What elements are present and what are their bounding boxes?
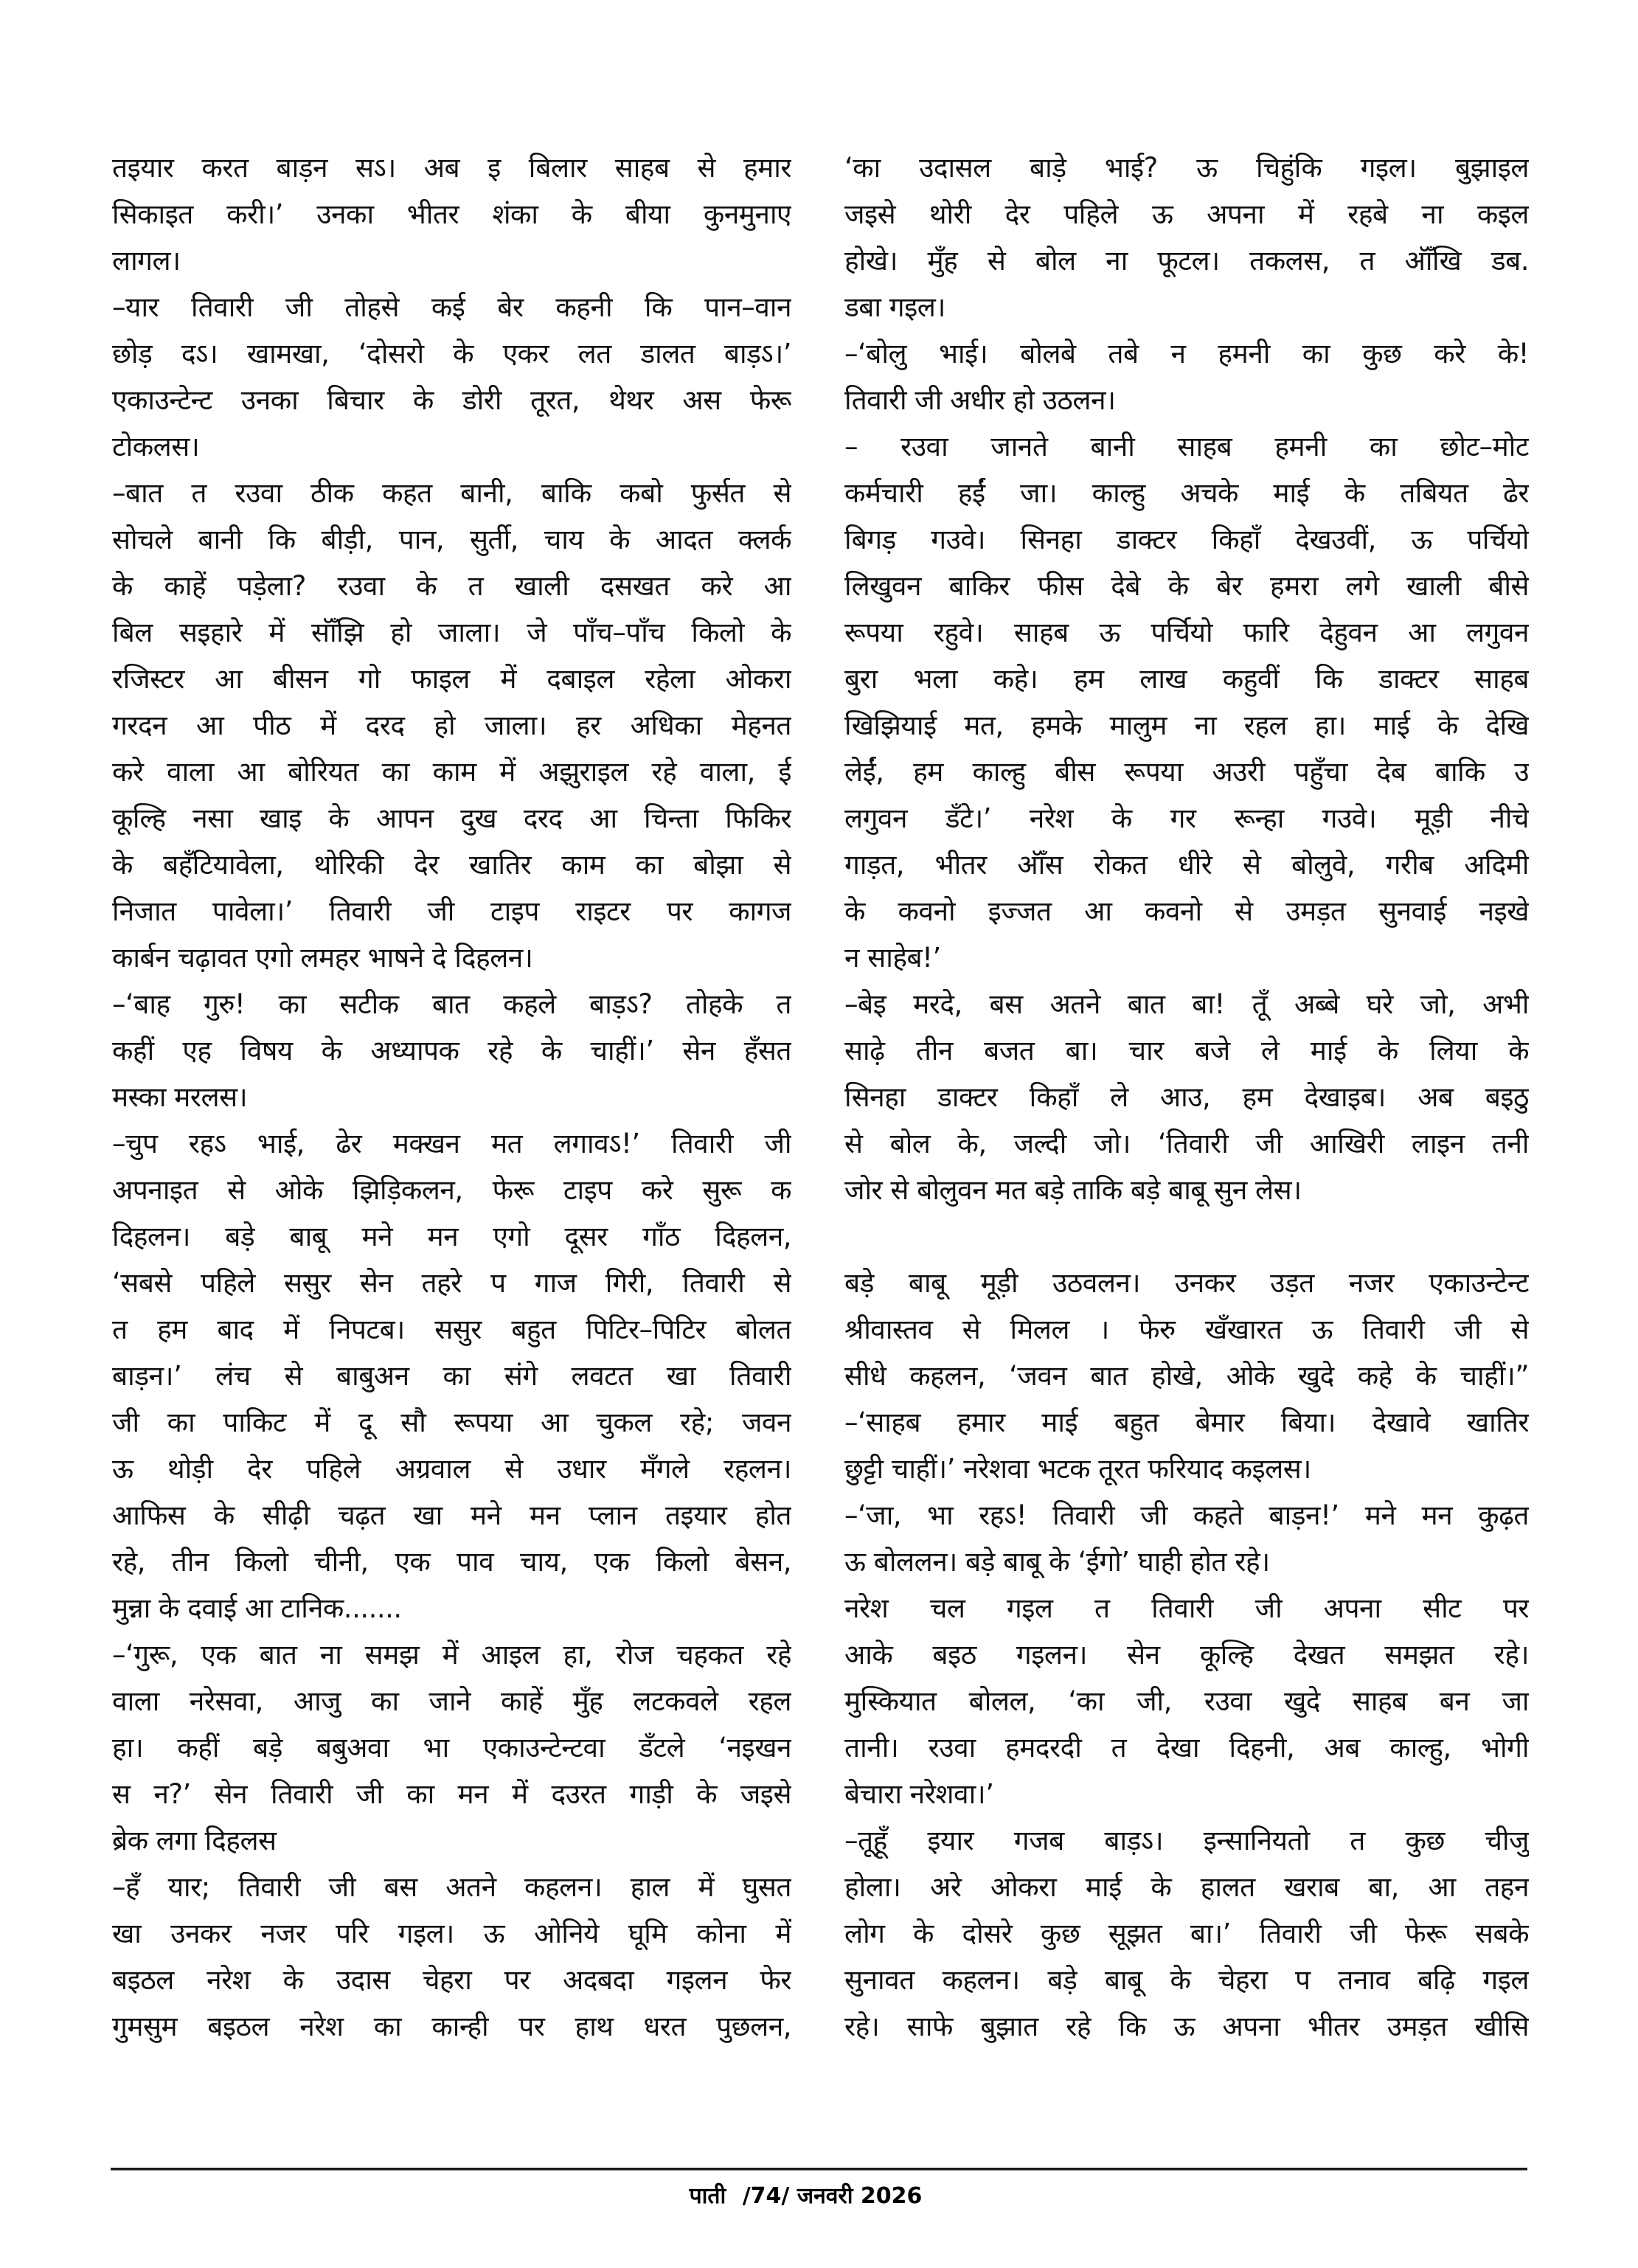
text-line: – रउवा जानते बानी साहब हमनी का छोट–मोट [844, 431, 1529, 462]
text-line: लोग के दोसरे कुछ सूझत बा।’ तिवारी जी फेरू सबके [844, 1918, 1529, 1949]
text-line: कार्बन चढ़ावत एगो लमहर भाषने दे दिहलन। [112, 942, 533, 974]
text-line: छोड़ दऽ। खामखा, ‘दोसरो के एकर लत डालत बाड़ऽ।’ [112, 338, 791, 370]
text-line: डबा गइल। [844, 291, 945, 323]
text-line: कहीं एह विषय के अध्यापक रहे के चाहीं।’ सेन हँसत [112, 1035, 791, 1067]
text-line: –बात त रउवा ठीक कहत बानी, बाकि कबो फुर्सत से [112, 477, 791, 509]
text-line: आफिस के सीढ़ी चढ़त खा मने मन प्लान तइयार होत [112, 1499, 791, 1531]
text-line: ब्रेक लगा दिहलस [112, 1825, 277, 1856]
text-line: स न?’ सेन तिवारी जी का मन में दउरत गाड़ी के जइसे [112, 1778, 791, 1810]
text-line: –चुप रहऽ भाई, ढेर मक्खन मत लगावऽ!’ तिवारी जी [112, 1128, 791, 1159]
text-line: –‘बोलु भाई। बोलबे तबे न हमनी का कुछ करे के! [844, 338, 1529, 370]
text-line: –तूहूँ इयार गजब बाड़ऽ। इन्सानियतो त कुछ चीजु [844, 1825, 1529, 1856]
text-line: मुस्कियात बोलल, ‘का जी, रउवा खुदे साहब बन जा [844, 1685, 1529, 1717]
text-line: रजिस्टर आ बीसन गो फाइल में दबाइल रहेला ओकरा [112, 663, 791, 695]
text-line: –‘गुरू, एक बात ना समझ में आइल हा, रोज चहकत रहे [112, 1639, 791, 1671]
text-line: लेईं, हम काल्हु बीस रूपया अउरी पहुँचा देब बाकि उ [844, 756, 1529, 788]
text-line: खा उनकर नजर परि गइल। ऊ ओनिये घूमि कोना में [112, 1918, 791, 1949]
text-line: वाला नरेसवा, आजु का जाने काहें मुँह लटकवले रहल [112, 1685, 791, 1717]
text-line: गरदन आ पीठ में दरद हो जाला। हर अधिका मेहनत [112, 710, 791, 741]
text-line: –यार तिवारी जी तोहसे कई बेर कहनी कि पान–वान [112, 291, 791, 323]
text-line: एकाउन्टेन्ट उनका बिचार के डोरी तूरत, थेथर अस फेरू [112, 384, 791, 416]
text-line: सीधे कहलन, ‘जवन बात होखे, ओके खुदे कहे के चाहीं।” [844, 1360, 1529, 1392]
text-line: तइयार करत बाड़न सऽ। अब इ बिलार साहब से हमार [112, 152, 791, 184]
text-line: न साहेब!’ [844, 942, 941, 974]
text-line: –‘बाह गुरु! का सटीक बात कहले बाड़ऽ? तोहके त [112, 988, 791, 1020]
text-line: होखे। मुँह से बोल ना फूटल। तकलस, त ऑँखि डब. [844, 245, 1529, 277]
text-line: बाड़न।’ लंच से बाबुअन का संगे लवटत खा तिवारी [112, 1360, 791, 1392]
text-line: छुट्टी चाहीं।’ नरेशवा भटक तूरत फरियाद कइलस। [844, 1453, 1311, 1485]
text-line: के काहें पड़ेला? रउवा के त खाली दसखत करे आ [112, 570, 791, 602]
text-line: मस्का मरलस। [112, 1081, 248, 1113]
text-line: जी का पाकिट में दू सौ रूपया आ चुकल रहे; जवन [112, 1407, 791, 1438]
text-line: सुनावत कहलन। बड़े बाबू के चेहरा प तनाव बढ़ि गइल [844, 1964, 1529, 1996]
right-text-column [844, 145, 1529, 2050]
issue-date: जनवरी 2026 [797, 2183, 923, 2209]
text-line: सोचले बानी कि बीड़ी, पान, सुर्ती, चाय के आदत क्लर्क [112, 524, 791, 555]
footer-divider [111, 2168, 1527, 2171]
text-line: तिवारी जी अधीर हो उठलन। [844, 384, 1116, 416]
text-line: करे वाला आ बोरियत का काम में अझुराइल रहे वाला, ई [112, 756, 791, 788]
text-line: नरेश चल गइल त तिवारी जी अपना सीट पर [844, 1592, 1529, 1624]
text-line: के बहँटियावेला, थोरिकी देर खातिर काम का बोझा से [112, 849, 791, 881]
page-number: 74 [750, 2183, 782, 2209]
text-line: –‘जा, भा रहऽ! तिवारी जी कहते बाड़न!’ मने मन कुढ़त [844, 1499, 1529, 1531]
magazine-name: पाती [689, 2183, 726, 2209]
text-line: हा। कहीं बड़े बबुअवा भा एकाउन्टेन्टवा डँटले ‘नइखन [112, 1732, 791, 1764]
text-line: ‘सबसे पहिले ससुर सेन तहरे प गाज गिरी, तिवारी से [112, 1267, 791, 1299]
text-line: कर्मचारी हईं जा। काल्हु अचके माई के तबियत ढेर [844, 477, 1529, 509]
text-line: –हँ यार; तिवारी जी बस अतने कहलन। हाल में घुसत [112, 1871, 791, 1903]
text-line: रूपया रहुवे। साहब ऊ पर्चियो फारि देहुवन आ लगुवन [844, 617, 1529, 648]
text-line: सिकाइत करी।’ उनका भीतर शंका के बीया कुनमुनाए [112, 198, 791, 230]
text-line: मुन्ना के दवाई आ टानिक....... [112, 1592, 402, 1624]
separator: / [781, 2183, 790, 2209]
text-line: रहे। साफे बुझात रहे कि ऊ अपना भीतर उमड़त खीसि [844, 2011, 1529, 2042]
text-line: खिझियाई मत, हमके मालुम ना रहल हा। माई के देखि [844, 710, 1529, 741]
text-line: रहे, तीन किलो चीनी, एक पाव चाय, एक किलो बेसन, [112, 1546, 791, 1578]
text-line: साढ़े तीन बजत बा। चार बजे ले माई के लिया के [844, 1035, 1529, 1067]
separator: / [742, 2183, 751, 2209]
text-line: ऊ बोललन। बड़े बाबू के ‘ईगो’ घाही होत रहे। [844, 1546, 1270, 1578]
text-line: गुमसुम बइठल नरेश का कान्ही पर हाथ धरत पुछलन, [112, 2011, 791, 2042]
text-line: अपनाइत से ओके झिड़िकलन, फेरू टाइप करे सुरू क [112, 1174, 791, 1206]
text-line: होला। अरे ओकरा माई के हालत खराब बा, आ तहन [844, 1871, 1529, 1903]
text-line: जइसे थोरी देर पहिले ऊ अपना में रहबे ना कइल [844, 198, 1529, 230]
text-line: आके बइठ गइलन। सेन कूल्हि देखत समझत रहे। [844, 1639, 1529, 1671]
text-line: बड़े बाबू मूड़ी उठवलन। उनकर उड़त नजर एकाउन्टेन्ट [844, 1267, 1529, 1299]
text-line: बिगड़ गउवे। सिनहा डाक्टर किहाँ देखउवीं, ऊ पर्चियो [844, 524, 1529, 555]
text-line: कूल्हि नसा खाइ के आपन दुख दरद आ चिन्ता फिकिर [112, 802, 791, 834]
text-line: लिखुवन बाकिर फीस देबे के बेर हमरा लगे खाली बीसे [844, 570, 1529, 602]
text-line: श्रीवास्तव से मिलल । फेरु खँखारत ऊ तिवारी जी से [844, 1314, 1529, 1345]
text-line: त हम बाद में निपटब। ससुर बहुत पिटिर–पिटिर बोलत [112, 1314, 791, 1345]
text-line: निजात पावेला।’ तिवारी जी टाइप राइटर पर कागज [112, 895, 791, 927]
text-line: बेचारा नरेशवा।’ [844, 1778, 994, 1810]
text-line: –बेइ मरदे, बस अतने बात बा! तूँ अब्बे घरे जो, अभी [844, 988, 1529, 1020]
text-line: के कवनो इज्जत आ कवनो से उमड़त सुनवाई नइखे [844, 895, 1529, 927]
text-line: सिनहा डाक्टर किहाँ ले आउ, हम देखाइब। अब बइठु [844, 1081, 1529, 1113]
text-line: तानी। रउवा हमदरदी त देखा दिहनी, अब काल्हु, भोगी [844, 1732, 1529, 1764]
text-line: –‘साहब हमार माई बहुत बेमार बिया। देखावे खातिर [844, 1407, 1529, 1438]
paragraph-gap [844, 1213, 1529, 1260]
text-line: लागल। [112, 245, 181, 277]
text-line: टोकलस। [112, 431, 200, 462]
text-line: दिहलन। बड़े बाबू मने मन एगो दूसर गाँठ दिहलन, [112, 1221, 791, 1252]
text-line: बुरा भला कहे। हम लाख कहुवीं कि डाक्टर साहब [844, 663, 1529, 695]
text-line: ‘का उदासल बाड़े भाई? ऊ चिहुंकि गइल। बुझाइल [844, 152, 1529, 184]
page-footer [0, 2179, 1638, 2210]
text-line: बइठल नरेश के उदास चेहरा पर अदबदा गइलन फेर [112, 1964, 791, 1996]
text-line: लगुवन डँटे।’ नरेश के गर रून्हा गउवे। मूड़ी नीचे [844, 802, 1529, 834]
text-line: बिल सइहारे में सॉँझि हो जाला। जे पाँच–पाँच किलो के [112, 617, 791, 648]
text-line: गाड़त, भीतर ऑँस रोकत धीरे से बोलुवे, गरीब अदिमी [844, 849, 1529, 881]
left-text-column [112, 145, 791, 2050]
text-line: ऊ थोड़ी देर पहिले अग्रवाल से उधार मँगले रहलन। [112, 1453, 791, 1485]
text-line: जोर से बोलुवन मत बड़े ताकि बड़े बाबू सुन लेस। [844, 1174, 1302, 1206]
text-line: से बोल के, जल्दी जो। ‘तिवारी जी आखिरी लाइन तनी [844, 1128, 1529, 1159]
